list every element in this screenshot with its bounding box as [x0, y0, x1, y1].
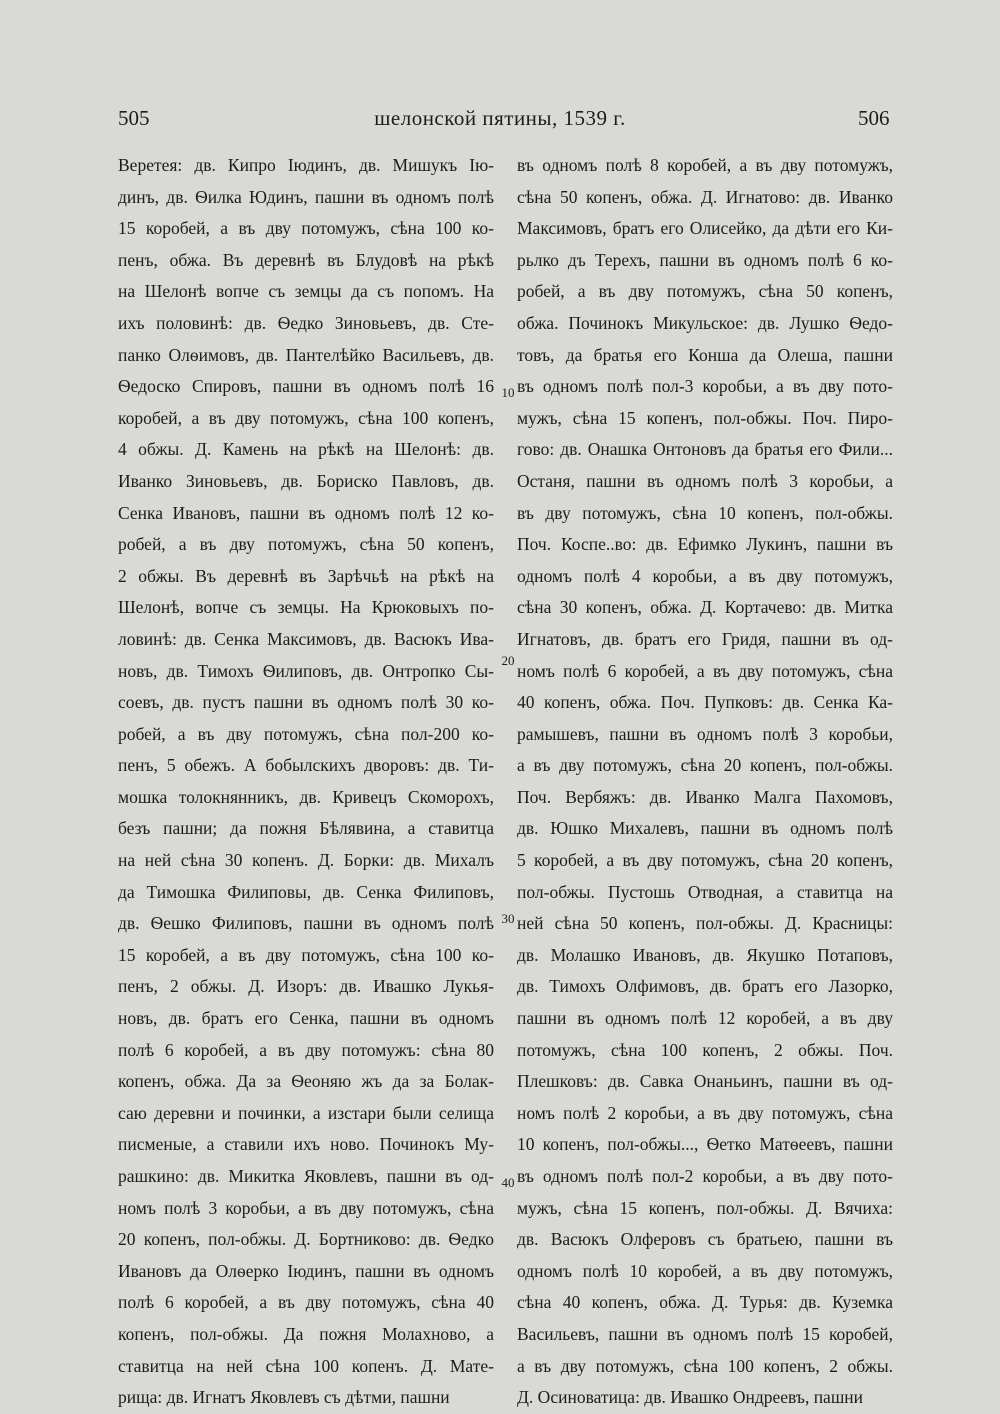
text-line: копенъ, пол-обжы. Да пожня Молахново, а [118, 1323, 494, 1344]
text-line: въ дву потомужъ, сѣна 10 копенъ, пол-обжы. [517, 502, 893, 523]
text-line: Игнатовъ, дв. братъ его Гридя, пашни въ од- [517, 628, 893, 649]
text-line: коробей, а въ дву потомужъ, сѣна 100 копенъ, [118, 407, 494, 428]
text-line: полѣ 6 коробей, а въ дву потомужъ, сѣна 40 [118, 1292, 494, 1313]
text-line: а въ дву потомужъ, сѣна 20 копенъ, пол-обжы. [517, 755, 893, 776]
text-line: 10 копенъ, пол-обжы..., Ѳетко Матѳеевъ, пашни [517, 1134, 893, 1155]
text-line: обжа. Починокъ Микульское: дв. Лушко Ѳедо- [517, 312, 893, 333]
text-line: товъ, да братья его Конша да Олеша, пашни [517, 344, 893, 365]
text-line: рьлко дъ Терехъ, пашни въ одномъ полѣ 6 ко- [517, 249, 893, 270]
text-line: Ивановъ да Олѳерко Іюдинъ, пашни въ одномъ [118, 1260, 494, 1281]
text-line: копенъ, обжа. Да за Ѳеоняю жъ да за Болак- [118, 1071, 494, 1092]
text-line: новъ, дв. братъ его Сенка, пашни въ одномъ [118, 1008, 494, 1029]
text-line: одномъ полѣ 10 коробей, а въ дву потомужъ, [517, 1260, 893, 1281]
left-text-column [118, 150, 494, 1414]
text-line: 4 обжы. Д. Камень на рѣкѣ на Шелонѣ: дв. [118, 439, 494, 460]
text-line: дв. Васюкъ Олферовъ съ братьею, пашни въ [517, 1229, 893, 1250]
text-line: рамышевъ, пашни въ одномъ полѣ 3 коробьи, [517, 723, 893, 744]
text-line: ловинѣ: дв. Сенка Максимовъ, дв. Васюкъ Ива- [118, 628, 494, 649]
text-line: робей, а въ дву потомужъ, сѣна пол-200 ко- [118, 723, 494, 744]
text-line: гово: дв. Онашка Онтоновъ да братья его Фили... [517, 439, 893, 460]
text-line: сѣна 50 копенъ, обжа. Д. Игнатово: дв. Иванко [517, 186, 893, 207]
text-line: Максимовъ, братъ его Олисейко, да дѣти его Ки- [517, 218, 893, 239]
text-line: динъ, дв. Ѳилка Юдинъ, пашни въ одномъ полѣ [118, 186, 494, 207]
text-line: Васильевъ, пашни въ одномъ полѣ 15 коробей, [517, 1323, 893, 1344]
text-line: 15 коробей, а въ дву потомужъ, сѣна 100 ко- [118, 218, 494, 239]
text-line: новъ, дв. Тимохъ Ѳилиповъ, дв. Онтропко Сы- [118, 660, 494, 681]
text-line: одномъ полѣ 4 коробьи, а въ дву потомужъ, [517, 565, 893, 586]
text-line: 40 копенъ, обжа. Поч. Пупковъ: дв. Сенка Ка- [517, 692, 893, 713]
text-line: Плешковъ: дв. Савка Онаньинъ, пашни въ од- [517, 1071, 893, 1092]
text-line: пол-обжы. Пустошь Отводная, а ставитца на [517, 881, 893, 902]
text-line: Шелонѣ, вопче съ земцы. На Крюковыхъ по- [118, 597, 494, 618]
text-line: 15 коробей, а въ дву потомужъ, сѣна 100 ко- [118, 944, 494, 965]
text-line: сѣна 30 копенъ, обжа. Д. Кортачево: дв. Митка [517, 597, 893, 618]
text-line: ставитца на ней сѣна 100 копенъ. Д. Мате- [118, 1355, 494, 1376]
text-line: Иванко Зиновьевъ, дв. Бориско Павловъ, дв. [118, 470, 494, 491]
text-line: въ одномъ полѣ 8 коробей, а въ дву потомужъ, [517, 155, 893, 175]
text-line: въ одномъ полѣ пол-3 коробьи, а въ дву пото- [517, 376, 893, 397]
line-number-marker: 30 [501, 911, 515, 926]
text-line: пенъ, 2 обжы. Д. Изоръ: дв. Ивашко Лукья- [118, 976, 494, 997]
running-title: шелонской пятины, 1539 г. [374, 106, 626, 130]
line-number-marker: 40 [501, 1175, 515, 1190]
line-number-marker: 10 [501, 385, 515, 400]
text-line: 2 обжы. Въ деревнѣ въ Зарѣчьѣ на рѣкѣ на [118, 565, 494, 586]
text-line: робей, а въ дву потомужъ, сѣна 50 копенъ, [517, 281, 893, 302]
text-line: робей, а въ дву потомужъ, сѣна 50 копенъ, [118, 534, 494, 555]
right-page-number: 506 [858, 106, 890, 130]
text-line: 5 коробей, а въ дву потомужъ, сѣна 20 копенъ, [517, 850, 893, 871]
text-line: дв. Тимохъ Олфимовъ, дв. братъ его Лазорко, [517, 976, 893, 997]
line-number-marker: 20 [501, 653, 515, 668]
text-line: да Тимошка Филиповы, дв. Сенка Филиповъ, [118, 881, 494, 902]
text-line: Поч. Коспе..во: дв. Ефимко Лукинъ, пашни въ [517, 534, 893, 555]
text-line: панко Олѳимовъ, дв. Пантелѣйко Васильевъ, дв. [118, 344, 494, 365]
text-line: Ѳедоско Спировъ, пашни въ одномъ полѣ 16 [118, 376, 494, 397]
text-line: а въ дву потомужъ, сѣна 100 копенъ, 2 обжы. [517, 1355, 893, 1376]
text-line: Сенка Ивановъ, пашни въ одномъ полѣ 12 ко- [118, 502, 494, 523]
text-line: Веретея: дв. Кипро Іюдинъ, дв. Мишукъ Ію- [118, 155, 494, 175]
text-line: пенъ, 5 обежъ. А бобылскихъ дворовъ: дв. Ти- [118, 755, 494, 776]
text-line: 20 копенъ, пол-обжы. Д. Бортниково: дв. Ѳедко [118, 1229, 494, 1250]
right-text-column [517, 150, 893, 1414]
text-line: мужъ, сѣна 15 копенъ, пол-обжы. Д. Вячиха: [517, 1197, 893, 1218]
text-line: пашни въ одномъ полѣ 12 коробей, а въ дву [517, 1008, 893, 1029]
text-line: безъ пашни; да пожня Бѣлявина, а ставитца [118, 818, 494, 839]
text-line: Д. Осиноватица: дв. Ивашко Ондреевъ, пашни [517, 1387, 864, 1408]
text-line: дв. Юшко Михалевъ, пашни въ одномъ полѣ [517, 818, 893, 839]
text-line: соевъ, дв. пустъ пашни въ одномъ полѣ 30 ко- [118, 692, 494, 713]
text-line: на ней сѣна 30 копенъ. Д. Борки: дв. Михалъ [118, 850, 494, 871]
text-line: потомужъ, сѣна 100 копенъ, 2 обжы. Поч. [517, 1039, 893, 1060]
text-line: мужъ, сѣна 15 копенъ, пол-обжы. Поч. Пиро- [517, 407, 893, 428]
text-line: номъ полѣ 3 коробьи, а въ дву потомужъ, сѣна [118, 1197, 494, 1218]
text-line: полѣ 6 коробей, а въ дву потомужъ: сѣна 80 [118, 1039, 494, 1060]
text-line: сѣна 40 копенъ, обжа. Д. Турья: дв. Куземка [517, 1292, 893, 1313]
text-line: рашкино: дв. Микитка Яковлевъ, пашни въ од- [118, 1166, 494, 1186]
text-line: саю деревни и починки, а изстари были селища [118, 1102, 494, 1123]
left-page-number: 505 [118, 106, 150, 130]
text-line: мошка толокнянникъ, дв. Кривецъ Скоморохъ, [118, 786, 494, 807]
text-line: ней сѣна 50 копенъ, пол-обжы. Д. Красницы: [517, 913, 893, 934]
text-line: пенъ, обжа. Въ деревнѣ въ Блудовѣ на рѣкѣ [118, 249, 494, 270]
text-line: на Шелонѣ вопче съ земцы да съ попомъ. На [118, 281, 494, 302]
text-line: дв. Молашко Ивановъ, дв. Якушко Потаповъ, [517, 944, 893, 965]
text-line: дв. Ѳешко Филиповъ, пашни въ одномъ полѣ [118, 913, 494, 934]
text-line: Поч. Вербяжъ: дв. Иванко Малга Пахомовъ, [517, 786, 893, 807]
text-line: номъ полѣ 2 коробьи, а въ дву потомужъ, сѣна [517, 1102, 893, 1123]
text-line: номъ полѣ 6 коробей, а въ дву потомужъ, сѣна [517, 660, 893, 681]
text-line: ихъ половинѣ: дв. Ѳедко Зиновьевъ, дв. Сте- [118, 312, 494, 333]
text-line: въ одномъ полѣ пол-2 коробьи, а въ дву пото- [517, 1166, 893, 1186]
text-line: писменые, а ставили ихъ ново. Починокъ Му- [118, 1134, 494, 1155]
text-line: рища: дв. Игнатъ Яковлевъ съ дѣтми, пашни [118, 1387, 450, 1408]
text-line: Останя, пашни въ одномъ полѣ 3 коробьи, а [517, 470, 893, 491]
